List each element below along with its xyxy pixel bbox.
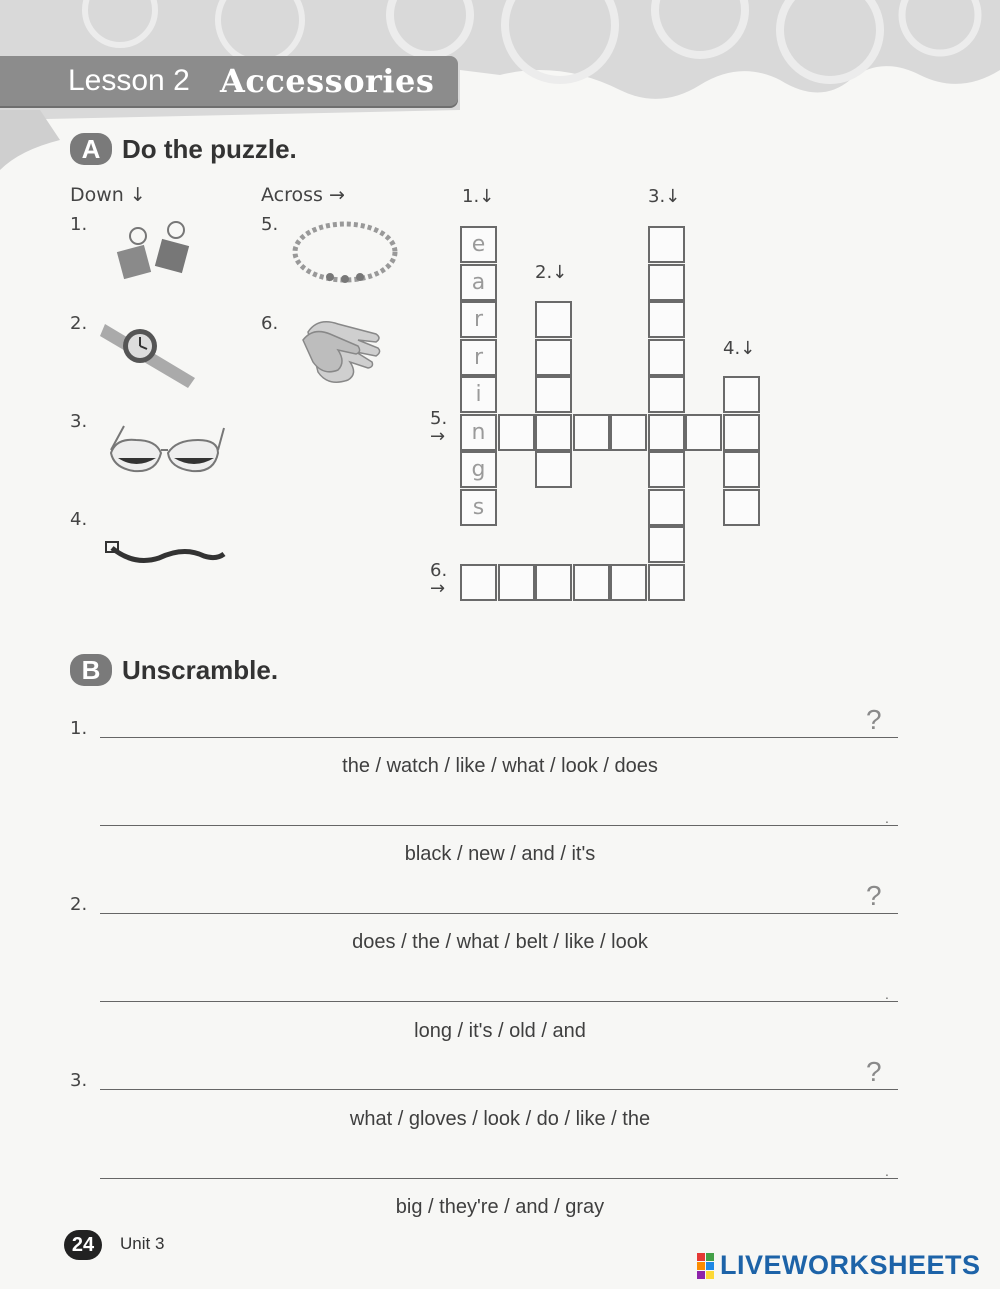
liveworksheets-brand: LIVEWORKSHEETS — [720, 1250, 981, 1280]
cell-3-down-10[interactable] — [648, 564, 685, 601]
cell-2-down-3[interactable] — [535, 376, 572, 413]
answer-3-period: . — [885, 1163, 889, 1179]
crossword-label-4-down: 4.↓ — [723, 338, 756, 359]
unscramble-2-number: 2. — [70, 894, 88, 915]
section-b-title: Unscramble. — [122, 655, 279, 685]
answer-2-words: long / it's / old / and — [414, 1020, 586, 1042]
crossword-label-3-down: 3.↓ — [648, 186, 681, 207]
down-label: Down ↓ — [70, 184, 146, 206]
crossword-label-1-down: 1.↓ — [462, 186, 495, 207]
cell-3-down-9[interactable] — [648, 526, 685, 563]
answer-3-line[interactable] — [100, 1178, 898, 1179]
cell-letter: a — [471, 269, 486, 295]
cell-5-across-2[interactable] — [498, 414, 535, 451]
across-label: Across → — [261, 184, 345, 206]
crossword-label-5-across: 5. → — [430, 408, 448, 447]
unscramble-3-number: 3. — [70, 1070, 88, 1091]
cell-5-across-7[interactable] — [685, 414, 722, 451]
cell-6-across-4[interactable] — [573, 564, 610, 601]
cell-letter: r — [473, 344, 484, 370]
page-number: 24 — [64, 1230, 102, 1260]
cell-letter: i — [475, 382, 482, 407]
crossword-label-6-across: 6. → — [430, 560, 448, 599]
cell-3-down-4[interactable] — [648, 339, 685, 376]
section-a-title: Do the puzzle. — [122, 134, 297, 164]
cell-3-down-1[interactable] — [648, 226, 685, 263]
across-clue-6-number: 6. — [261, 313, 279, 334]
answer-1-period: . — [885, 810, 889, 826]
belt-icon — [104, 536, 229, 576]
across-clue-5-number: 5. — [261, 214, 279, 235]
down-clue-3-number: 3. — [70, 411, 88, 432]
answer-2-period: . — [885, 986, 889, 1002]
down-clue-4-number: 4. — [70, 509, 88, 530]
unit-label: Unit 3 — [120, 1234, 165, 1253]
cell-6-across-5[interactable] — [610, 564, 647, 601]
answer-3-words: big / they're / and / gray — [395, 1196, 605, 1218]
lesson-number: Lesson 2 — [68, 64, 190, 97]
cell-4-down-4[interactable] — [723, 489, 760, 526]
cell-2-down-1[interactable] — [535, 301, 572, 338]
question-1-words: the / watch / like / what / look / does — [342, 755, 658, 777]
cell-letter: n — [471, 419, 486, 445]
unscramble-1-number: 1. — [70, 718, 88, 739]
question-2-question-mark: ? — [866, 880, 882, 911]
cell-6-across-1[interactable] — [460, 564, 497, 601]
question-3-words: what / gloves / look / do / like / the — [349, 1108, 651, 1130]
cell-3-down-7[interactable] — [648, 451, 685, 488]
cell-2-down-5[interactable] — [535, 451, 572, 488]
cell-2-down-2[interactable] — [535, 339, 572, 376]
cell-3-down-3[interactable] — [648, 301, 685, 338]
question-2-answer-line[interactable] — [100, 913, 898, 914]
cell-letter: s — [472, 494, 485, 520]
cell-4-down-2[interactable] — [723, 414, 760, 451]
down-clue-2-number: 2. — [70, 313, 88, 334]
watch-icon — [100, 316, 205, 391]
question-3-question-mark: ? — [866, 1056, 882, 1087]
section-b-badge: B — [70, 654, 112, 686]
cell-5-across-4[interactable] — [573, 414, 610, 451]
cell-4-down-1[interactable] — [723, 376, 760, 413]
sunglasses-icon — [106, 418, 228, 478]
cell-3-down-8[interactable] — [648, 489, 685, 526]
gloves-icon — [298, 312, 386, 392]
cell-3-down-6[interactable] — [648, 414, 685, 451]
earrings-icon — [110, 218, 200, 293]
cell-2-down-4[interactable] — [535, 414, 572, 451]
answer-2-line[interactable] — [100, 1001, 898, 1002]
question-1-answer-line[interactable] — [100, 737, 898, 738]
lesson-title: Accessories — [220, 62, 435, 100]
question-3-answer-line[interactable] — [100, 1089, 898, 1090]
cell-5-across-5[interactable] — [610, 414, 647, 451]
cell-6-across-3[interactable] — [535, 564, 572, 601]
cell-6-across-2[interactable] — [498, 564, 535, 601]
question-1-question-mark: ? — [866, 704, 882, 735]
cell-letter: e — [471, 232, 486, 257]
answer-1-words: black / new / and / it's — [404, 843, 596, 865]
cell-letter: r — [473, 307, 484, 332]
down-clue-1-number: 1. — [70, 214, 88, 235]
necklace-icon — [290, 215, 400, 290]
cell-letter: g — [471, 457, 486, 482]
liveworksheets-logo-icon — [697, 1253, 715, 1279]
crossword-label-2-down: 2.↓ — [535, 262, 568, 283]
question-2-words: does / the / what / belt / like / look — [352, 931, 648, 953]
section-a-badge: A — [70, 133, 112, 165]
cell-3-down-5[interactable] — [648, 376, 685, 413]
cell-4-down-3[interactable] — [723, 451, 760, 488]
answer-1-line[interactable] — [100, 825, 898, 826]
cell-3-down-2[interactable] — [648, 264, 685, 301]
